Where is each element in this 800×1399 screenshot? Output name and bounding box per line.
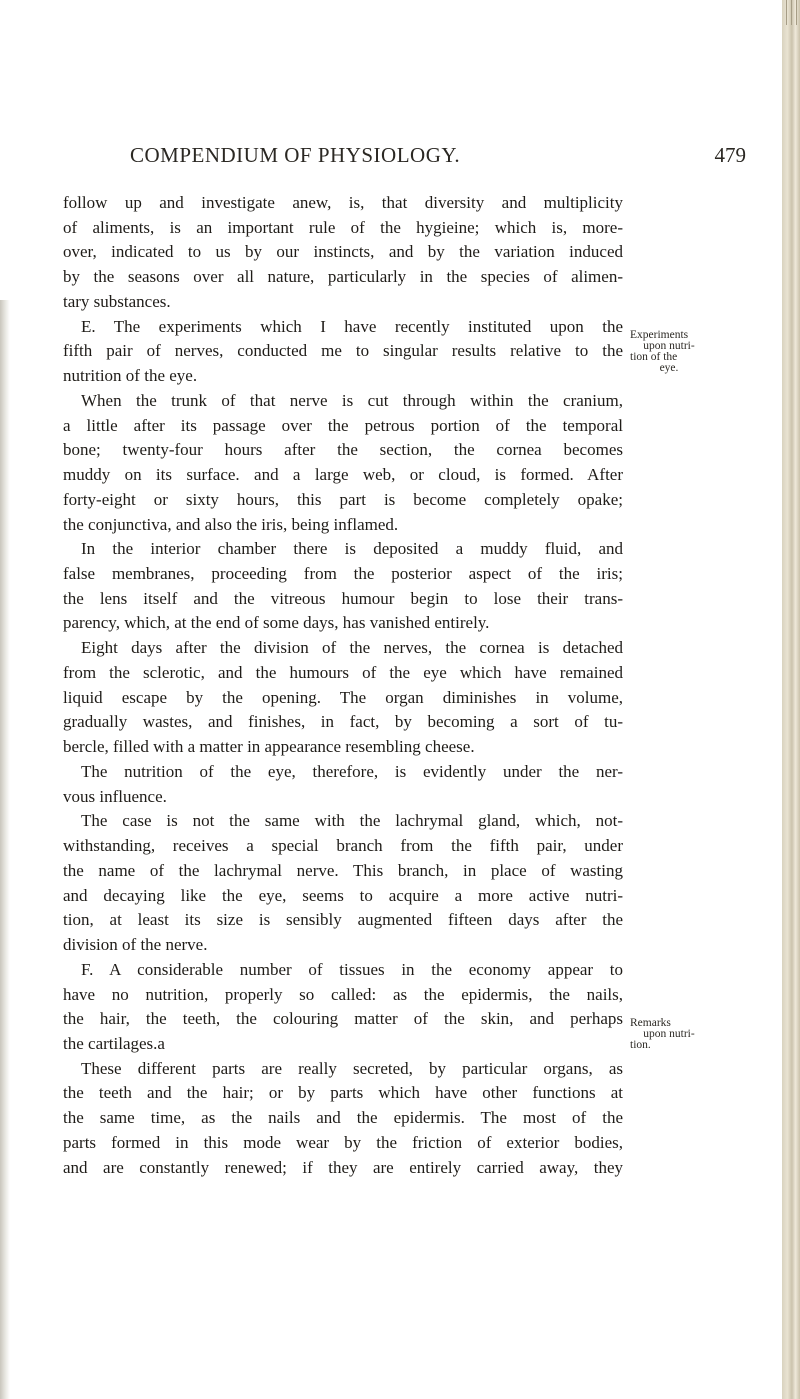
margin-note-line: Remarks: [630, 1017, 671, 1029]
text-line: over, indicated to us by our instincts, and by the variation induced: [63, 242, 623, 262]
margin-note-line: Experiments: [630, 329, 689, 341]
text-line: withstanding, receives a special branch from the fifth pair, under: [63, 836, 623, 856]
text-line: a little after its passage over the petrous portion of the temporal: [63, 415, 623, 435]
page-edge: [782, 0, 800, 1399]
text-line: by the seasons over all nature, particularly in the species of alimen-: [63, 267, 623, 287]
margin-note-line: tion.: [630, 1039, 651, 1051]
text-line: and decaying like the eye, seems to acquire a more active nutri-: [63, 885, 623, 905]
text-line: forty-eight or sixty hours, this part is become completely opake;: [63, 489, 623, 509]
text-line: Eight days after the division of the nerves, the cornea is detached: [81, 638, 623, 658]
text-line: false membranes, proceeding from the posterior aspect of the iris;: [63, 564, 623, 584]
text-line: The case is not the same with the lachrymal gland, which, not-: [81, 811, 623, 831]
margin-note-line: upon nutri-: [643, 340, 695, 352]
body-text: [63, 191, 623, 1180]
page-number: 479: [714, 143, 746, 167]
text-line: parency, which, at the end of some days, has vanished entirely.: [63, 613, 490, 633]
margin-note-experiments: [630, 330, 708, 374]
margin-note-line: eye.: [659, 362, 679, 374]
text-line: the name of the lachrymal nerve. This branch, in place of wasting: [63, 860, 623, 880]
text-line: parts formed in this mode wear by the friction of exterior bodies,: [63, 1132, 623, 1152]
text-line: gradually wastes, and finishes, in fact, by becoming a sort of tu-: [63, 712, 623, 732]
text-line: bone; twenty-four hours after the section, the cornea becomes: [63, 440, 623, 460]
text-line: bercle, filled with a matter in appearance resembling cheese.: [63, 737, 475, 757]
text-line: The nutrition of the eye, therefore, is evidently under the ner-: [81, 761, 623, 781]
text-line: nutrition of the eye.: [63, 366, 198, 386]
text-line: muddy on its surface. and a large web, or cloud, is formed. After: [63, 465, 623, 485]
text-line: fifth pair of nerves, conducted me to singular results relative to the: [63, 341, 623, 361]
text-line: vous influence.: [63, 786, 167, 806]
margin-note-line: tion of the: [630, 351, 678, 363]
text-line: follow up and investigate anew, is, that diversity and multiplicity: [63, 193, 623, 212]
text-line: of aliments, is an important rule of the hygieine; which is, more-: [63, 217, 623, 237]
running-title: COMPENDIUM OF PHYSIOLOGY.: [130, 143, 461, 167]
text-line: tary substances.: [63, 291, 171, 311]
text-line: the teeth and the hair; or by parts which have other functions at: [63, 1083, 623, 1103]
text-line: When the trunk of that nerve is cut through within the cranium,: [81, 390, 623, 410]
margin-note-remarks: [630, 1018, 708, 1051]
text-line: These different parts are really secreted, by particular organs, as: [81, 1058, 623, 1078]
text-line: the hair, the teeth, the colouring matter of the skin, and perhaps: [63, 1009, 623, 1029]
text-line: the conjunctiva, and also the iris, being inflamed.: [63, 514, 399, 534]
text-line: division of the nerve.: [63, 935, 208, 955]
text-line: from the sclerotic, and the humours of the eye which have remained: [63, 662, 623, 682]
text-line: tion, at least its size is sensibly augmented fifteen days after the: [63, 910, 623, 930]
text-line: the same time, as the nails and the epidermis. The most of the: [63, 1108, 623, 1128]
margin-note-line: upon nutri-: [643, 1028, 695, 1040]
text-line: E. The experiments which I have recently instituted upon the: [81, 316, 623, 336]
text-line: the lens itself and the vitreous humour begin to lose their trans-: [63, 588, 623, 608]
text-line: and are constantly renewed; if they are entirely carried away, they: [63, 1157, 623, 1177]
text-line: F. A considerable number of tissues in the economy appear to: [81, 959, 623, 979]
text-line: the cartilages.a: [63, 1033, 165, 1053]
gutter-shadow: [0, 300, 10, 1399]
text-line: In the interior chamber there is deposited a muddy fluid, and: [81, 539, 623, 559]
text-line: liquid escape by the opening. The organ diminishes in volume,: [63, 687, 623, 707]
running-head: [130, 143, 746, 173]
text-line: have no nutrition, properly so called: as the epidermis, the nails,: [63, 984, 623, 1004]
